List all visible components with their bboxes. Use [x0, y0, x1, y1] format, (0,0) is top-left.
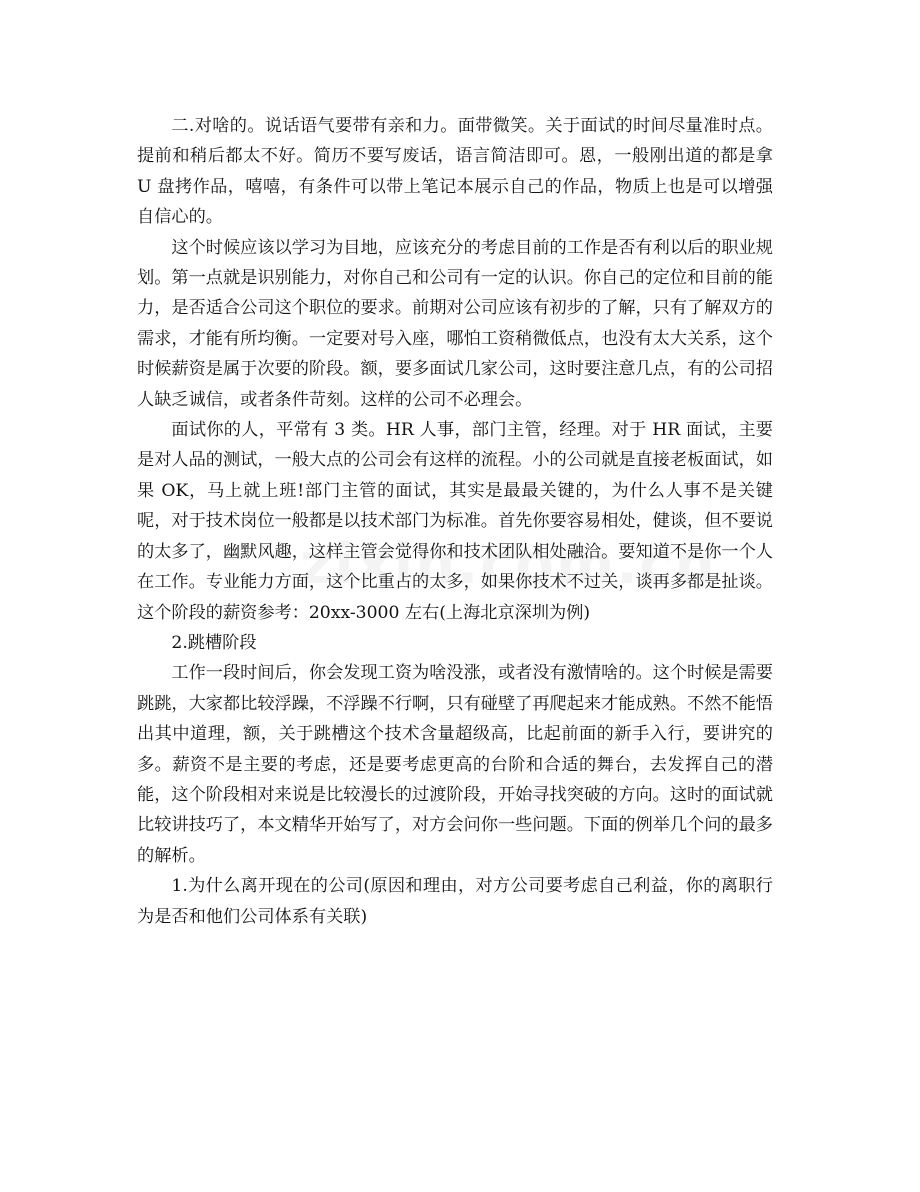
- document-body: [137, 111, 773, 932]
- paragraph-interviewers: 面试你的人，平常有 3 类。HR 人事，部门主管，经理。对于 HR 面试，主要是对人品的测试，一般大点的公司会有这样的流程。小的公司就是直接老板面试，如果 OK，马上就上班!部门主管的面试，其实是最最关键的，为什么人事不是关键呢，对于技术岗位一般都是以技术部门为标准。首先你要容易相处，健谈，但不要说的太多了，幽默风趣，这样主管会觉得你和技术团队相处融洽。要知道不是你一个人在工作。专业能力方面，这个比重占的太多，如果你技术不过关，谈再多都是扯谈。这个阶段的薪资参考：20xx-3000 左右(上海北京深圳为例): [137, 420, 773, 623]
- paragraph-learning-goal: 这个时候应该以学习为目地，应该充分的考虑目前的工作是否有利以后的职业规划。第一点就是识别能力，对你自己和公司有一定的认识。你自己的定位和目前的能力，是否适合公司这个职位的要求。前期对公司应该有初步的了解，只有了解双方的需求，才能有所均衡。一定要对号入座，哪怕工资稍微低点，也没有太大关系，这个时候薪资是属于次要的阶段。额，要多面试几家公司，这时要注意几点，有的公司招人缺乏诚信，或者条件苛刻。这样的公司不必理会。: [137, 237, 773, 410]
- section-heading-job-hopping: 2.跳槽阶段: [171, 632, 257, 653]
- paragraph-question-1: 1.为什么离开现在的公司(原因和理由，对方公司要考虑自己利益，你的离职行为是否和他们公司体系有关联): [137, 876, 773, 927]
- paragraph-interview-manners: 二.对啥的。说话语气要带有亲和力。面带微笑。关于面试的时间尽量准时点。提前和稍后都太不好。简历不要写废话，语言简洁即可。恩，一般刚出道的都是拿 U 盘拷作品，嘻嘻，有条件可以带上笔记本展示自己的作品，物质上也是可以增强自信心的。: [137, 116, 773, 228]
- paragraph-job-hopping: 工作一段时间后，你会发现工资为啥没涨，或者没有激情啥的。这个时候是需要跳跳，大家都比较浮躁，不浮躁不行啊，只有碰壁了再爬起来才能成熟。不然不能悟出其中道理，额，关于跳槽这个技术含量超级高，比起前面的新手入行，要讲究的多。薪资不是主要的考虑，还是要考虑更高的台阶和合适的舞台，去发挥自己的潜能，这个阶段相对来说是比较漫长的过渡阶段，开始寻找突破的方向。这时的面试就比较讲技巧了，本文精华开始写了，对方会问你一些问题。下面的例举几个问的最多的解析。: [137, 663, 773, 866]
